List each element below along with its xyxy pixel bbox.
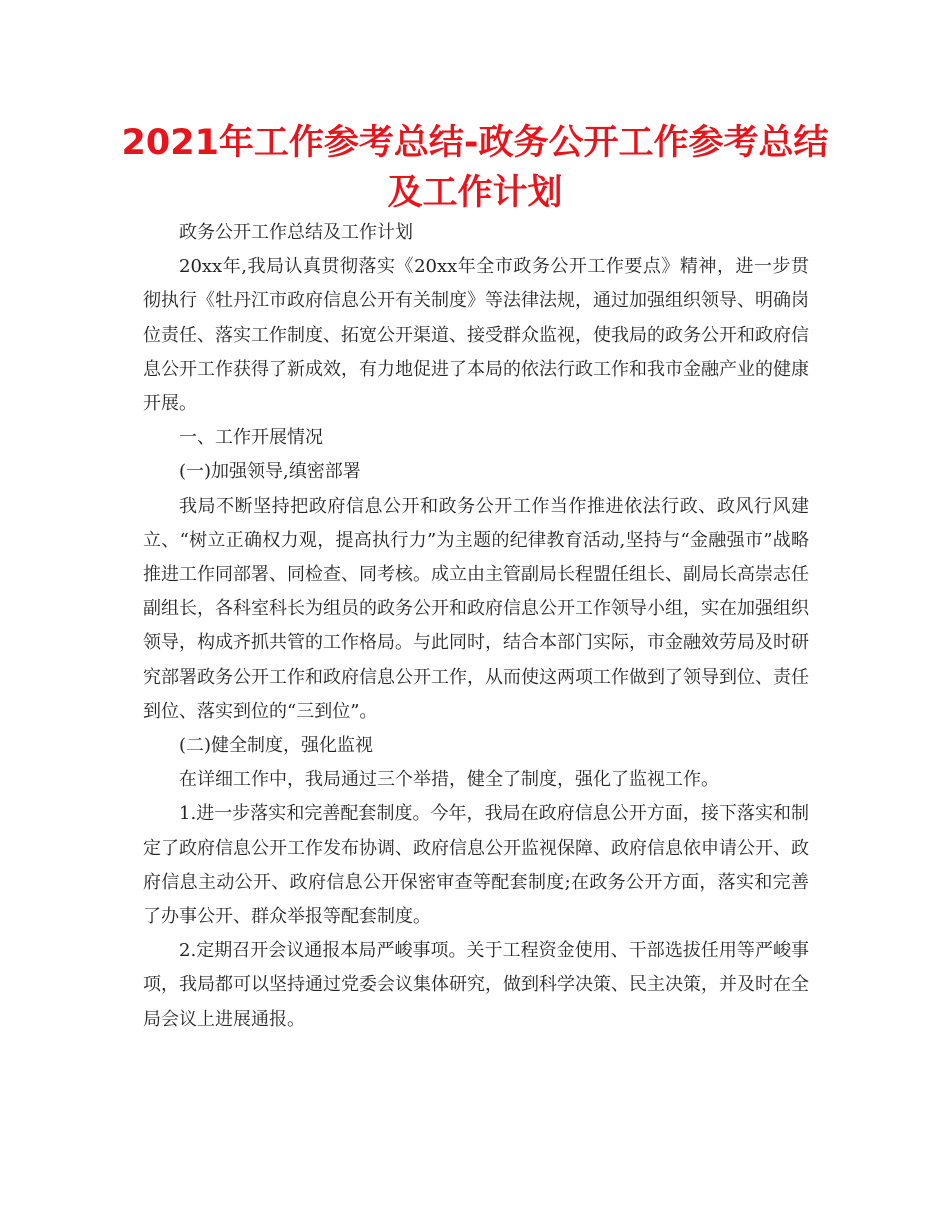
paragraph-measures: 在详细工作中，我局通过三个举措，健全了制度，强化了监视工作。 (179, 769, 719, 791)
paragraph-intro: 20xx年,我局认真贯彻落实《20xx年全市政务公开工作要点》精神，进一步贯彻执行《牡丹江市政府信息公开有关制度》等法律法规，通过加强组织领导、明确岗位责任、落实工作制度、拓宽公开渠道、接受群众监视，使我局的政务公开和政府信息公开工作获得了新成效，有力地促进了本局的依法行政工作和我市金融产业的健康开展。 (143, 256, 809, 415)
subsection-heading-2: (二)健全制度，强化监视 (179, 735, 374, 757)
section-heading-1: 一、工作开展情况 (179, 427, 323, 449)
paragraph-item-1: 1.进一步落实和完善配套制度。今年，我局在政府信息公开方面，接下落实和制定了政府信息公开工作发布协调、政府信息公开监视保障、政府信息依申请公开、政府信息主动公开、政府信息公开保密审查等配套制度;在政务公开方面，落实和完善了办事公开、群众举报等配套制度。 (143, 803, 809, 928)
paragraph-item-2: 2.定期召开会议通报本局严峻事项。关于工程资金使用、干部选拔任用等严峻事项，我局都可以坚持通过党委会议集体研究，做到科学决策、民主决策，并及时在全局会议上进展通报。 (143, 940, 809, 1030)
document-body (143, 216, 809, 1037)
paragraph-subtitle: 政务公开工作总结及工作计划 (179, 222, 413, 243)
document-title: 2021年工作参考总结-政务公开工作参考总结及工作计划 (121, 123, 829, 213)
subsection-heading-1: (一)加强领导,缜密部署 (179, 461, 361, 483)
paragraph-leadership: 我局不断坚持把政府信息公开和政务公开工作当作推进依法行政、政风行风建立、“树立正确权力观，提高执行力”为主题的纪律教育活动,坚持与“金融强市”战略推进工作同部署、同检查、同考核。成立由主管副局长程盟任组长、副局长高崇志任副组长，各科室科长为组员的政务公开和政府信息公开工作领导小组，实在加强组织领导，构成齐抓共管的工作格局。与此同时，结合本部门实际，市金融效劳局及时研究部署政务公开工作和政府信息公开工作，从而使这两项工作做到了领导到位、责任到位、落实到位的“三到位”。 (143, 495, 809, 722)
